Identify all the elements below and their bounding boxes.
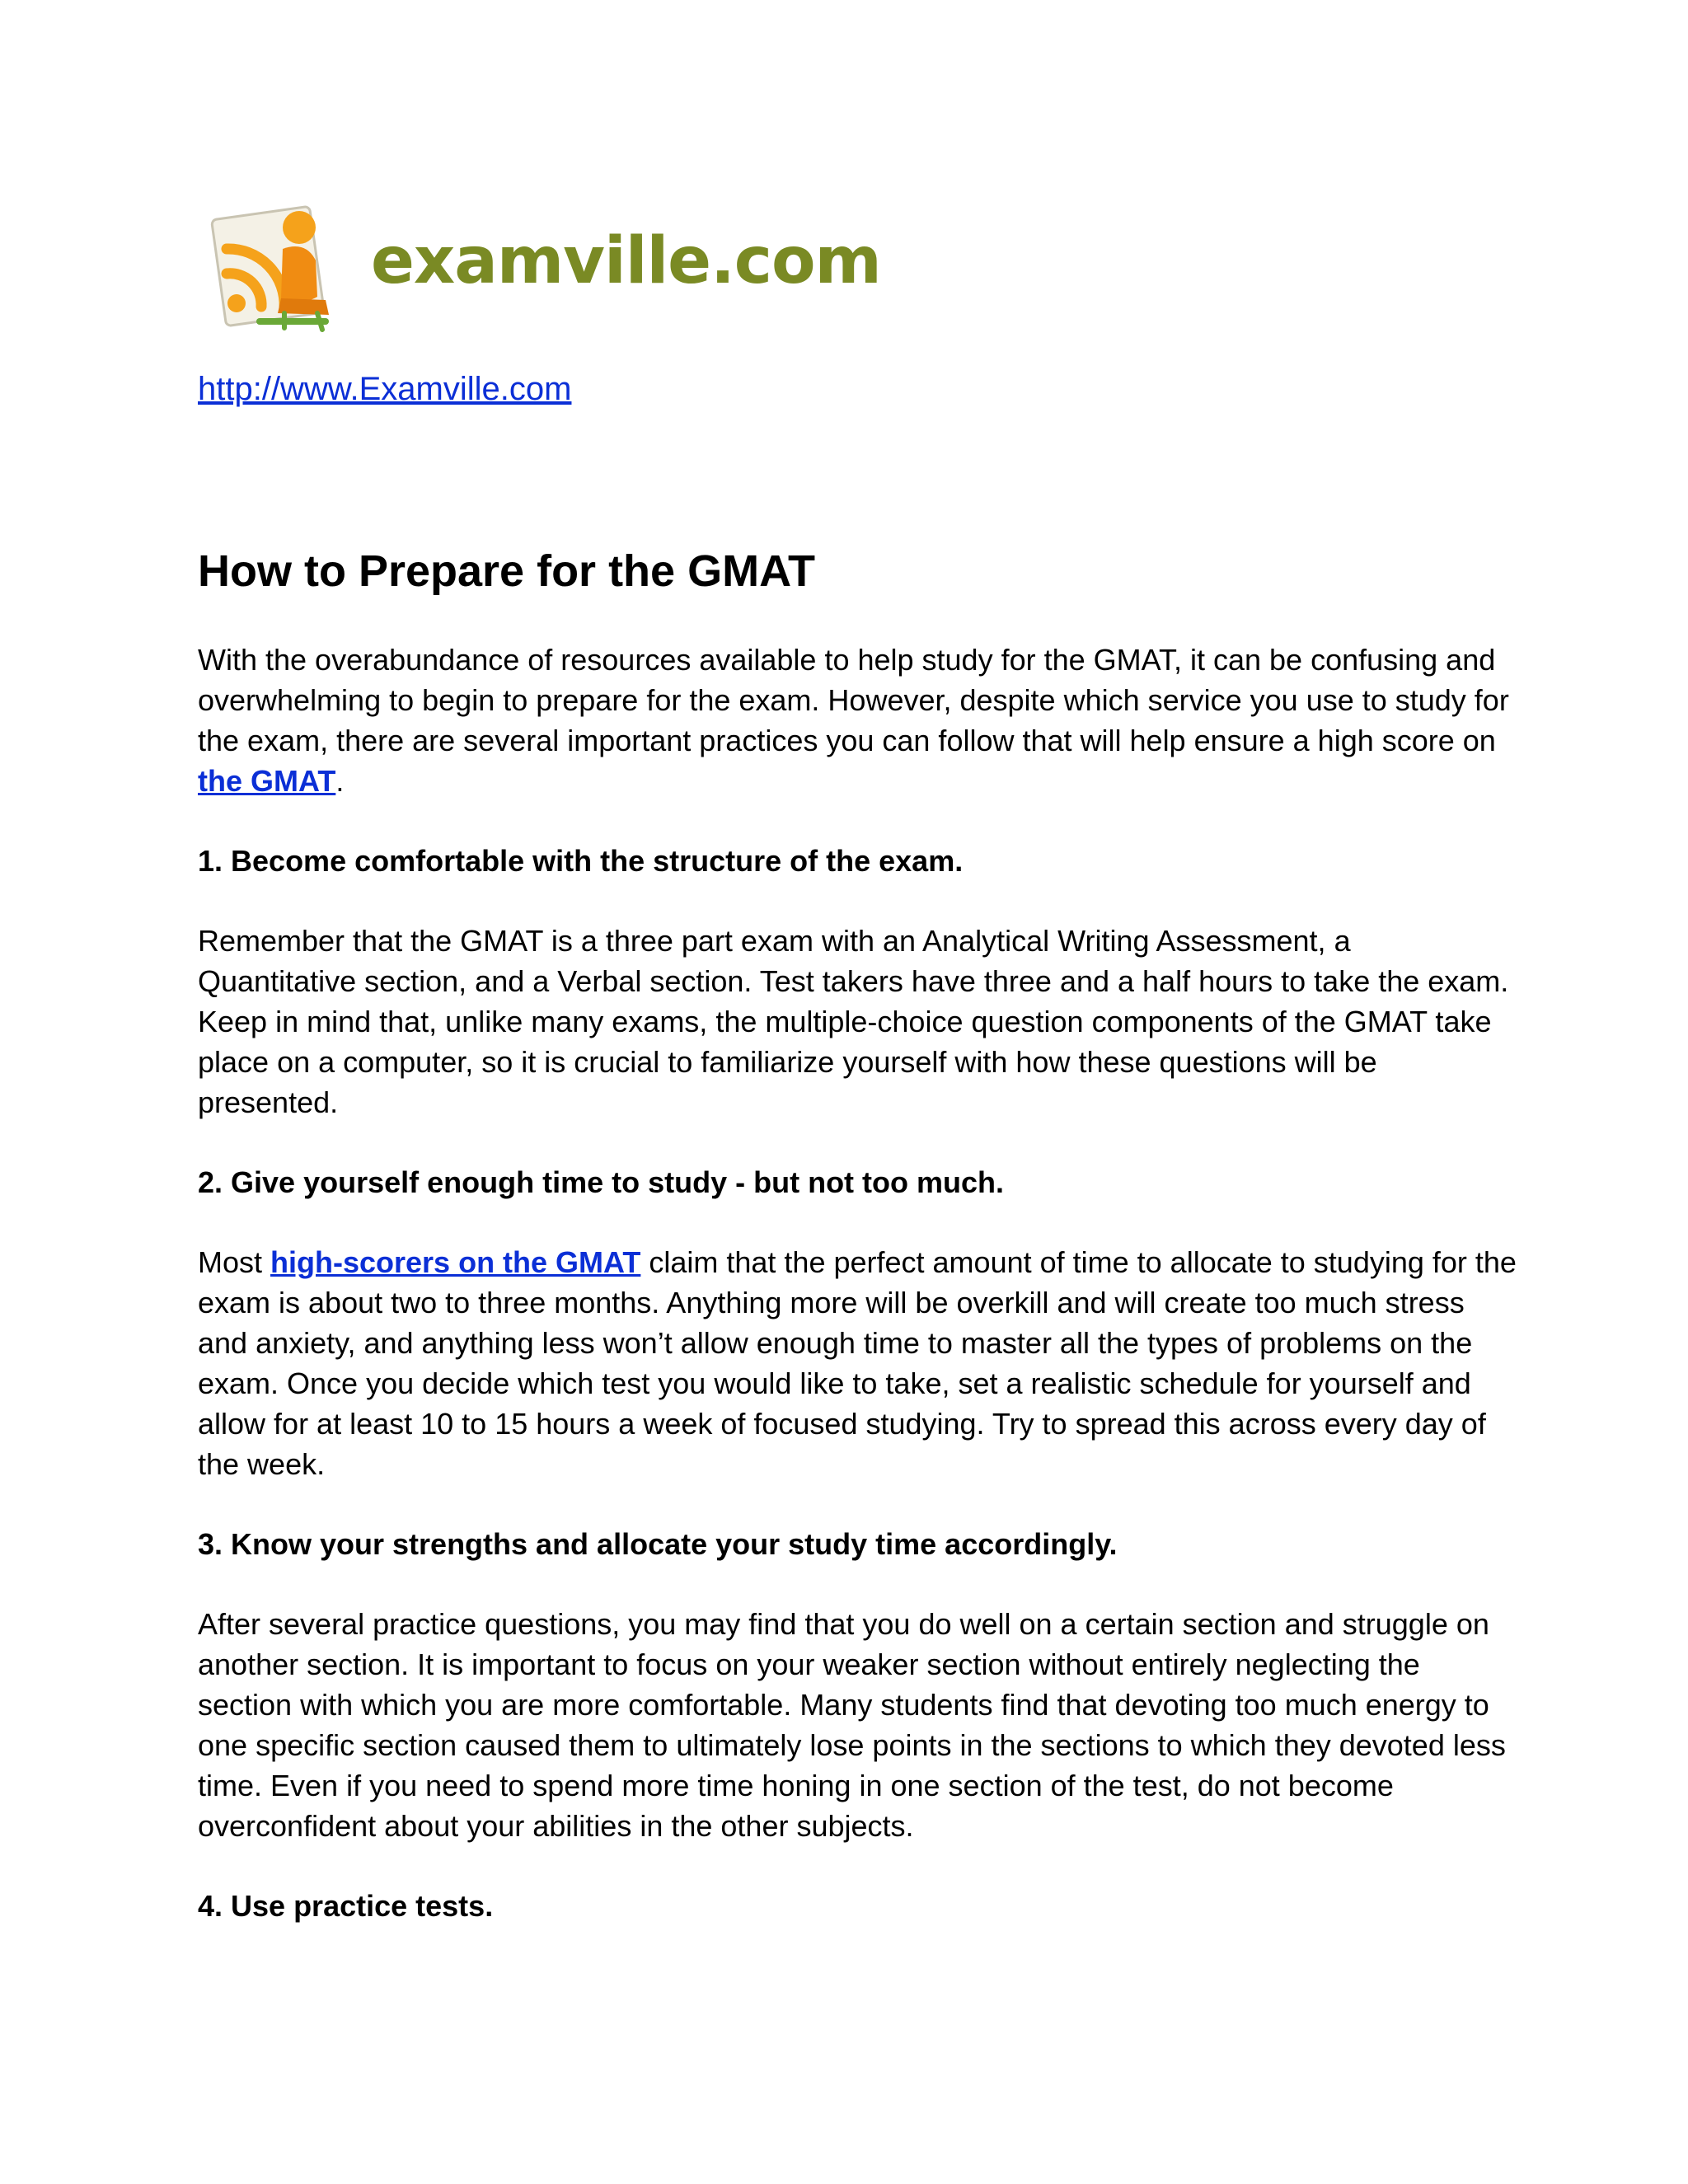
section-body-2-rest: claim that the perfect amount of time to allocate to studying for the exam is about two to three months. Anything more will be overkill and will create too much stress and anxiety, and anything less won’t allow enough time to master all the types of problems on the exam. Once you decide which test you would like to take, set a realistic schedule for yourself and allow for at least 10 to 15 hours a week of focused studying. Try to spread this across every day of the week. [198,1245,1517,1482]
section-heading-4: 4. Use practice tests. [198,1889,494,1924]
page-title: How to Prepare for the GMAT [198,546,816,596]
intro-paragraph [198,640,1517,801]
high-scorers-link[interactable]: high-scorers on the GMAT [270,1245,641,1280]
section-heading-2: 2. Give yourself enough time to study - but not too much. [198,1165,1005,1200]
intro-text: With the overabundance of resources available to help study for the GMAT, it can be confusing and overwhelming to begin to prepare for the exam. However, despite which service you use to study for the exam, there are several important practices you can follow that will help ensure a high score on [198,643,1509,758]
section-body-3: After several practice questions, you may find that you do well on a certain section and struggle on another section. It is important to focus on your weaker section without entirely neglecting the section with which you are more comfortable. Many students find that devoting too much energy to one specific section caused them to ultimately lose points in the sections to which they devoted less time. Even if you need to spend more time honing in one section of the test, do not become overconfident about your abilities in the other subjects. [198,1607,1506,1844]
section-heading-3: 3. Know your strengths and allocate your study time accordingly. [198,1527,1118,1562]
rss-person-reading-icon [202,198,350,346]
section-body-2 [198,1242,1517,1484]
the-gmat-link[interactable]: the GMAT [198,764,336,799]
article-body [198,546,1517,1966]
intro-text-end: . [335,764,345,799]
section-body-2-start: Most [198,1245,271,1280]
logo-wordmark: examville.com [371,224,881,298]
examville-site-link[interactable]: http://www.Examville.com [198,371,572,407]
section-heading-1: 1. Become comfortable with the structure of the exam. [198,844,964,879]
examville-logo [202,198,881,346]
section-body-1: Remember that the GMAT is a three part exam with an Analytical Writing Assessment, a Quantitative section, and a Verbal section. Test takers have three and a half hours to take the exam. Keep in mind that, unlike many exams, the multiple-choice question components of the GMAT take place on a computer, so it is crucial to familiarize yourself with how these questions will be presented. [198,924,1509,1120]
